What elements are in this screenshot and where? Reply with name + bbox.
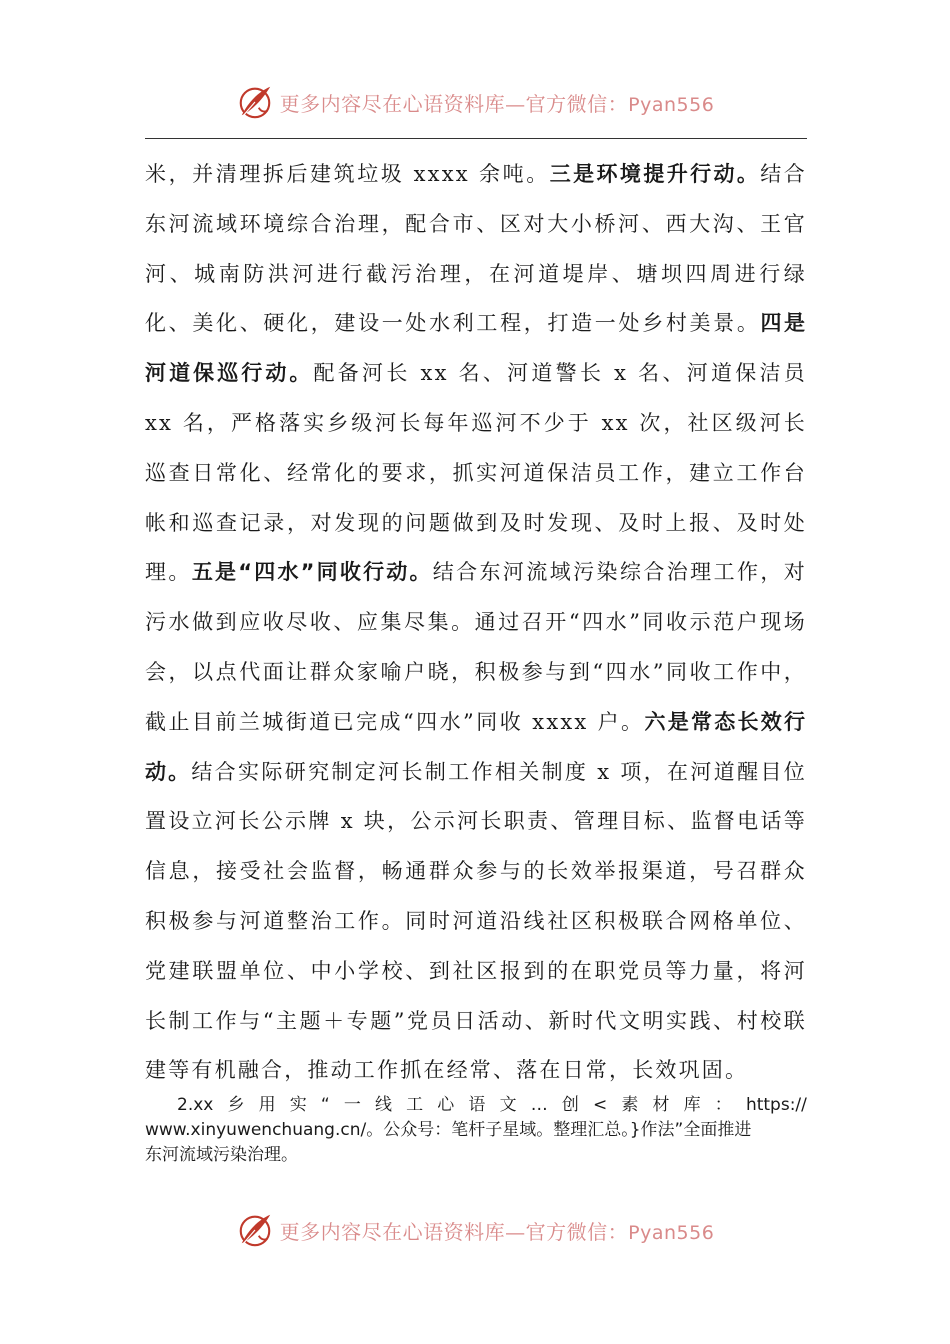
header-divider <box>145 138 807 139</box>
note-char: < <box>592 1095 608 1115</box>
note-char: 工 <box>406 1095 424 1115</box>
section-heading: 五是“四水”同收行动。 <box>191 560 433 585</box>
note-char: 文 <box>499 1095 517 1115</box>
note-char: 材 <box>652 1095 670 1115</box>
note-char: … <box>530 1095 548 1115</box>
note-char: 用 <box>258 1095 276 1115</box>
note-line-1 <box>145 1093 807 1118</box>
note-line-2: www.xinyuwenchuang.cn/。公众号：笔杆子星域。整理汇总。}作法”全面推进 <box>145 1120 752 1140</box>
note-char: “ <box>320 1095 330 1115</box>
body-text-run: 结合东河流域环境综合治理，配合市、区对大小桥河、西大沟、王官河、城南防洪河进行截污治理，在河道堤岸、塘坝四周进行绿化、美化、硬化，建设一处水利工程，打造一处乡村美景。 <box>145 162 807 336</box>
section-heading: 六是常态长效行动。 <box>145 709 807 784</box>
note-char: 语 <box>468 1095 486 1115</box>
banner-slogan: 更多内容尽在心语资料库—官方微信： <box>279 1219 629 1244</box>
note-char: 实 <box>289 1095 307 1115</box>
note-char: ： <box>714 1095 732 1115</box>
body-text-run: 配备河长 xx 名、河道警长 x 名、河道保洁员 xx 名，严格落实乡级河长每年巡河不少于 xx 次，社区级河长巡查日常化、经常化的要求，抓实河道保洁员工作，建立工作台帐和巡查记录，对发现的问题做到及时发现、及时上报、及时处理。 <box>145 361 808 585</box>
note-char: 线 <box>375 1095 392 1115</box>
note-char: 创 <box>561 1095 579 1115</box>
banner-text <box>280 88 715 117</box>
banner-text <box>280 1216 715 1245</box>
note-char: 心 <box>437 1095 455 1115</box>
body-text-run: 结合实际研究制定河长制工作相关制度 x 项，在河道醒目位置设立河长公示牌 x 块，公示河长职责、管理目标、监督电话等信息，接受社会监督，畅通群众参与的长效举报渠道，号召群众积极参与河道整治工作。同时河道沿线社区积极联合网格单位、党建联盟单位、中小学校、到社区报到的在职党员等力量，将河长制工作与“主题＋专题”党员日活动、新时代文明实践、村校联建等有机融合，推动工作抓在经常、落在日常，长效巩固。 <box>145 759 808 1083</box>
note-char: 一 <box>343 1095 361 1115</box>
quill-pen-logo-icon <box>236 83 274 121</box>
note-char: https:// <box>745 1095 807 1115</box>
note-line-3: 东河流域污染治理。 <box>145 1145 298 1165</box>
section-heading: 三是环境提升行动。 <box>549 162 761 186</box>
body-paragraph <box>145 150 807 1096</box>
header-banner <box>0 80 950 124</box>
note-char: 2.xx <box>177 1095 214 1115</box>
note-char: 素 <box>621 1095 639 1115</box>
body-text-run: 结合东河流域污染综合治理工作，对污水做到应收尽收、应集尽集。通过召开“四水”同收示范户现场会，以点代面让群众家喻户晓，积极参与到“四水”同收工作中，截止目前兰城街道已完成“四水”同收 xxxx 户。 <box>145 560 807 734</box>
banner-wechat-id: Pyan556 <box>628 1221 715 1244</box>
note-char: 乡 <box>227 1095 245 1115</box>
section-heading: 四是河道保巡行动。 <box>145 311 808 386</box>
note-paragraph <box>145 1093 807 1168</box>
banner-slogan: 更多内容尽在心语资料库—官方微信： <box>279 91 629 116</box>
note-char: 库 <box>683 1095 701 1115</box>
footer-banner <box>0 1208 950 1252</box>
quill-pen-logo-icon <box>236 1211 274 1249</box>
banner-wechat-id: Pyan556 <box>628 93 715 116</box>
body-text-run: 米，并清理拆后建筑垃圾 xxxx 余吨。 <box>145 162 550 186</box>
